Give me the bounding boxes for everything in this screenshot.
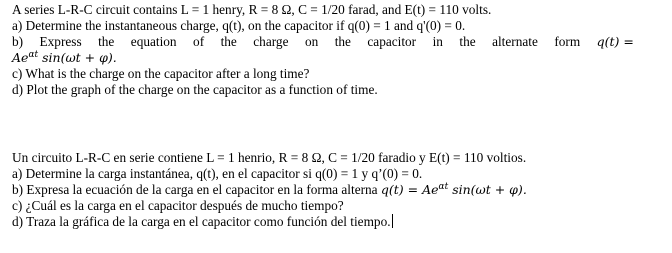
part-b-word: form [554, 34, 581, 49]
part-c-es: c) ¿Cuál es la carga en el capacitor después de mucho tiempo? [12, 198, 344, 213]
part-b-word: of [193, 34, 205, 49]
part-b-word: the [334, 34, 351, 49]
part-d-es[interactable] [12, 214, 634, 230]
formula-es-base: q(t) = Ae [380, 182, 439, 197]
part-d: d) Plot the graph of the charge on the capacitor as a function of time. [12, 82, 378, 97]
formula [12, 50, 117, 65]
part-b-word: on [304, 34, 319, 49]
part-b-word: b) [12, 34, 24, 49]
spanish-problem [12, 150, 634, 230]
part-d-es-text: d) Traza la gráfica de la carga en el capacitor como función del tiempo. [12, 214, 391, 229]
part-b-es-text: b) Expresa la ecuación de la carga en el capacitor en la forma alterna [12, 182, 381, 197]
problem-statement-es: Un circuito L-R-C en serie contiene L = 1 henrio, R = 8 Ω, C = 1/20 faradio y E(t) = 110 voltios. [12, 150, 527, 165]
part-b-word: charge [253, 34, 289, 49]
part-b-word: capacitor [367, 34, 417, 49]
formula-exponent: αt [28, 50, 39, 60]
part-b-word: alternate [492, 34, 538, 49]
part-b-line1 [12, 34, 634, 50]
part-a: a) Determine the instantaneous charge, q(t), on the capacitor if q(0) = 1 and q'(0) = 0. [12, 18, 466, 33]
part-b-word: Express [39, 34, 82, 49]
part-b-word: the [220, 34, 237, 49]
part-c: c) What is the charge on the capacitor after a long time? [12, 66, 310, 81]
text-cursor [392, 214, 393, 228]
formula-base: Ae [12, 50, 29, 65]
part-b-line2 [12, 50, 634, 66]
part-b-word: the [98, 34, 115, 49]
formula-sine: sin(ωt + φ). [38, 50, 117, 65]
part-b-word: the [459, 34, 476, 49]
problem-statement: A series L-R-C circuit contains L = 1 henry, R = 8 Ω, C = 1/20 farad, and E(t) = 110 volts. [12, 2, 492, 17]
formula-lhs: q(t) = [596, 34, 634, 49]
part-b-word: in [432, 34, 443, 49]
formula-es-sine: sin(ωt + φ). [448, 182, 527, 197]
formula-es-exponent: αt [438, 182, 449, 192]
part-b-es [12, 182, 634, 198]
english-problem [12, 2, 634, 98]
formula-es [381, 182, 527, 197]
part-a-es: a) Determine la carga instantánea, q(t), en el capacitor si q(0) = 1 y q’(0) = 0. [12, 166, 423, 181]
part-b-word: equation [130, 34, 177, 49]
